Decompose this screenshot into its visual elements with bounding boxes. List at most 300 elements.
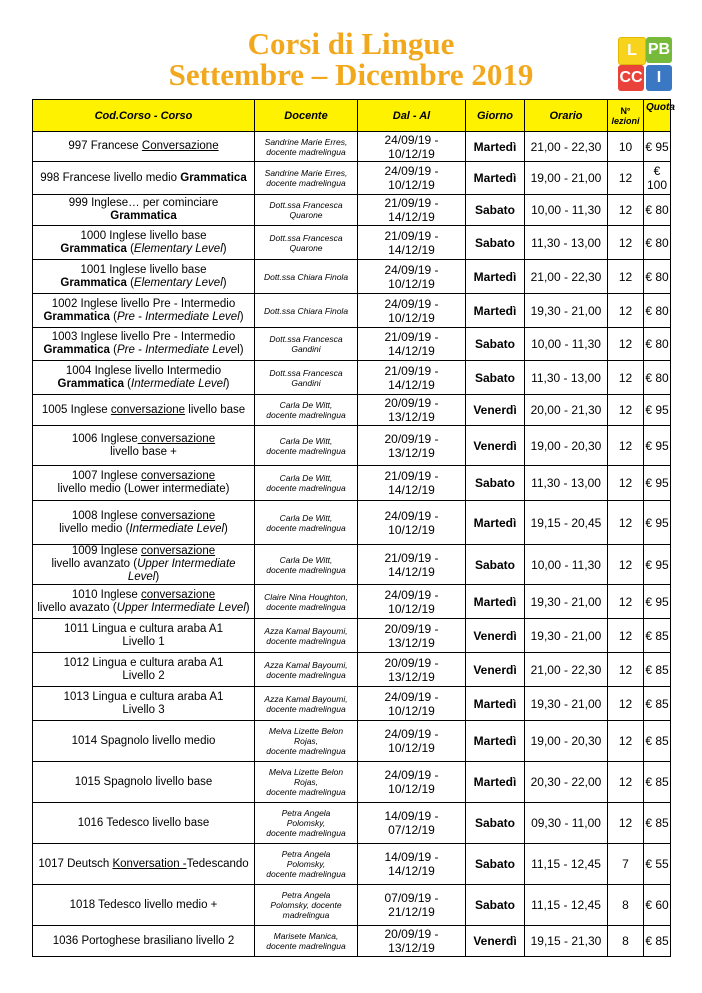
price-cell: € 100 [644, 162, 671, 195]
teacher-cell [255, 653, 358, 687]
teacher-text: docente madrelingua [266, 178, 346, 188]
table-row [33, 395, 671, 426]
course-text: Conversazione [141, 140, 219, 152]
teacher-text: Dott.ssa Francesca [269, 334, 343, 344]
dates-cell: 24/09/19 - 10/12/19 [358, 260, 466, 294]
dates-cell: 24/09/19 - 10/12/19 [358, 687, 466, 721]
table-row [33, 260, 671, 294]
table-row [33, 653, 671, 687]
table-row [33, 328, 671, 361]
lessons-cell: 12 [608, 585, 644, 619]
teacher-text: Dott.ssa Francesca [269, 200, 343, 210]
teacher-cell [255, 426, 358, 466]
price-cell: € 95 [644, 501, 671, 545]
teacher-cell [255, 687, 358, 721]
dates-cell: 24/09/19 - 10/12/19 [358, 501, 466, 545]
course-cell [33, 803, 255, 844]
course-text: 1005 Inglese [41, 403, 111, 416]
course-text: Konversation - [112, 857, 187, 870]
time-cell: 21,00 - 22,30 [525, 132, 608, 162]
lessons-cell: 12 [608, 501, 644, 545]
course-text: 1001 Inglese livello base [80, 263, 207, 276]
time-cell: 19,30 - 21,00 [525, 294, 608, 328]
lessons-cell: 12 [608, 762, 644, 803]
teacher-text: Azza Kamal Bayoumi, [264, 693, 348, 704]
time-cell: 11,15 - 12,45 [525, 844, 608, 885]
price-cell: € 85 [644, 721, 671, 762]
title-line-2: Settembre – Dicembre 2019 [168, 57, 534, 92]
course-text: Upper Intermediate Level [127, 558, 236, 583]
dates-cell: 20/09/19 - 13/12/19 [358, 619, 466, 653]
course-text: 1009 Inglese [71, 545, 141, 557]
teacher-text: Petra Angela [281, 890, 331, 900]
teacher-cell [255, 501, 358, 545]
table-row [33, 466, 671, 501]
course-text: Livello 2 [122, 669, 165, 682]
table-row [33, 294, 671, 328]
table-row [33, 762, 671, 803]
dates-cell: 21/09/19 - 14/12/19 [358, 195, 466, 226]
teacher-text: docente madrelingua [266, 146, 346, 157]
course-text: Intermediate Level [129, 522, 225, 535]
dates-cell: 20/09/19 - 13/12/19 [358, 426, 466, 466]
course-text: ( [109, 344, 117, 356]
teacher-cell [255, 132, 358, 162]
course-text: Pre - Intermediate Leve [116, 344, 238, 356]
dates-cell: 21/09/19 - 14/12/19 [358, 361, 466, 395]
course-text: ) [239, 310, 244, 323]
course-text: Grammatica [60, 276, 127, 289]
lessons-cell: 12 [608, 545, 644, 585]
course-cell [33, 762, 255, 803]
logo-i-tile: I [646, 65, 672, 91]
lessons-cell: 12 [608, 162, 644, 195]
dates-cell: 20/09/19 - 13/12/19 [358, 395, 466, 426]
price-cell: € 80 [644, 361, 671, 395]
day-cell: Martedì [466, 762, 525, 803]
teacher-cell [255, 395, 358, 426]
courses-table [32, 99, 675, 957]
lessons-cell: 8 [608, 885, 644, 926]
course-text: conversazione [110, 403, 186, 416]
course-text: 1007 Inglese [71, 470, 141, 482]
course-text: ( [123, 377, 132, 390]
price-cell: € 55 [644, 844, 671, 885]
course-text: Pre - Intermediate Level [116, 310, 240, 323]
day-cell: Martedì [466, 687, 525, 721]
course-text: ( [109, 310, 117, 323]
teacher-text: docente madrelingua [266, 564, 346, 575]
teacher-text: Carla De Witt, [279, 512, 333, 523]
course-text: 997 Francese [68, 140, 142, 152]
course-text: Intermediate Level [131, 377, 226, 390]
teacher-text: Sandrine Marie Erres, [264, 168, 348, 178]
time-cell: 11,30 - 13,00 [525, 361, 608, 395]
table-header-row [33, 100, 671, 132]
day-cell: Sabato [466, 226, 525, 260]
course-text: Tedescando [186, 857, 249, 870]
teacher-text: docente madrelingua [266, 828, 346, 838]
price-cell: € 85 [644, 803, 671, 844]
teacher-text: Melva Lizette Belon [268, 767, 344, 777]
teacher-text: Azza Kamal Bayoumi, [264, 625, 348, 636]
lessons-cell: 12 [608, 466, 644, 501]
teacher-cell [255, 721, 358, 762]
day-cell: Martedì [466, 132, 525, 162]
teacher-cell [255, 294, 358, 328]
teacher-text: Polomsky, [286, 818, 326, 828]
course-text: Grammatica [57, 377, 124, 390]
course-text: 1012 Lingua e cultura araba A1 [63, 656, 224, 669]
teacher-text: docente madrelingua [266, 445, 346, 456]
course-text: conversazione [140, 545, 216, 557]
course-text: 1000 Inglese livello base [80, 229, 207, 242]
teacher-cell [255, 226, 358, 260]
teacher-text: docente madrelingua [266, 746, 346, 756]
table-row [33, 585, 671, 619]
lessons-cell: 12 [608, 619, 644, 653]
time-cell: 21,00 - 22,30 [525, 260, 608, 294]
teacher-text: Polomsky, [286, 859, 326, 869]
teacher-text: Azza Kamal Bayoumi, [264, 659, 348, 670]
day-cell: Martedì [466, 162, 525, 195]
lessons-cell: 12 [608, 361, 644, 395]
lpbcci-logo [618, 37, 674, 93]
dates-cell: 24/09/19 - 10/12/19 [358, 585, 466, 619]
dates-cell: 21/09/19 - 14/12/19 [358, 545, 466, 585]
course-text: Elementary Level [133, 276, 223, 289]
course-cell [33, 687, 255, 721]
time-cell: 19,00 - 20,30 [525, 721, 608, 762]
course-text: 1017 Deutsch [38, 857, 113, 870]
teacher-cell [255, 466, 358, 501]
dates-cell: 24/09/19 - 10/12/19 [358, 762, 466, 803]
day-cell: Martedì [466, 585, 525, 619]
teacher-cell [255, 844, 358, 885]
teacher-text: docente madrelingua [266, 601, 346, 612]
teacher-text: Dott.ssa Chiara Finola [263, 305, 349, 316]
teacher-cell [255, 162, 358, 195]
course-text: l) [237, 344, 244, 356]
time-cell: 19,30 - 21,00 [525, 619, 608, 653]
course-text: Elementary Level [133, 242, 223, 255]
price-cell: € 85 [644, 926, 671, 957]
teacher-text: Carla De Witt, [279, 435, 333, 446]
lessons-cell: 12 [608, 721, 644, 762]
course-text: Livello 3 [122, 703, 165, 716]
dates-cell: 20/09/19 - 13/12/19 [358, 926, 466, 957]
table-row [33, 926, 671, 957]
teacher-text: docente madrelingua [266, 869, 346, 879]
day-cell: Martedì [466, 721, 525, 762]
teacher-text: docente madrelingua [266, 669, 346, 680]
price-cell: € 95 [644, 426, 671, 466]
day-cell: Venerdì [466, 653, 525, 687]
course-text: Grammatica [43, 310, 110, 323]
time-cell: 11,30 - 13,00 [525, 466, 608, 501]
course-text: 1011 Lingua e cultura araba A1 [64, 622, 223, 635]
course-text: livello avazato ( [37, 601, 117, 614]
time-cell: 10,00 - 11,30 [525, 328, 608, 361]
teacher-text: Carla De Witt, [279, 400, 333, 410]
table-body [33, 132, 671, 957]
logo-l-tile: L [618, 37, 646, 65]
course-text: 1018 Tedesco livello medio + [69, 898, 218, 911]
price-cell: € 85 [644, 687, 671, 721]
day-cell: Martedì [466, 294, 525, 328]
course-cell [33, 501, 255, 545]
course-text: ) [222, 242, 227, 255]
teacher-text: Dott.ssa Francesca [269, 367, 343, 378]
time-cell: 21,00 - 22,30 [525, 653, 608, 687]
day-cell: Sabato [466, 803, 525, 844]
table-row [33, 501, 671, 545]
price-cell: € 85 [644, 619, 671, 653]
lessons-cell: 8 [608, 926, 644, 957]
course-text: 1003 Inglese livello Pre - Intermedio [51, 331, 236, 343]
header-time: Orario [525, 100, 608, 132]
course-text: 1015 Spagnolo livello base [74, 775, 213, 788]
dates-cell: 21/09/19 - 14/12/19 [358, 226, 466, 260]
day-cell: Venerdì [466, 619, 525, 653]
dates-cell: 24/09/19 - 10/12/19 [358, 294, 466, 328]
page-title [0, 28, 702, 90]
day-cell: Sabato [466, 885, 525, 926]
teacher-cell [255, 328, 358, 361]
dates-cell: 21/09/19 - 14/12/19 [358, 466, 466, 501]
price-cell: € 80 [644, 195, 671, 226]
time-cell: 19,15 - 20,45 [525, 501, 608, 545]
course-cell [33, 545, 255, 585]
table-row [33, 226, 671, 260]
course-text: livello base + [110, 445, 177, 458]
course-text: ) [225, 377, 230, 390]
course-text: 1016 Tedesco livello base [77, 816, 210, 829]
course-cell [33, 721, 255, 762]
price-cell: € 60 [644, 885, 671, 926]
day-cell: Venerdì [466, 395, 525, 426]
course-text: ) [224, 522, 228, 535]
table-row [33, 619, 671, 653]
day-cell: Sabato [466, 844, 525, 885]
teacher-cell [255, 762, 358, 803]
teacher-text: Sandrine Marie Erres, [264, 136, 348, 147]
teacher-text: Dott.ssa Chiara Finola [263, 271, 349, 282]
teacher-text: docente madrelingua [266, 410, 346, 420]
price-cell: € 80 [644, 294, 671, 328]
day-cell: Martedì [466, 260, 525, 294]
lessons-cell: 12 [608, 395, 644, 426]
teacher-text: docente madrelingua [266, 635, 346, 646]
course-text: Livello 1 [122, 635, 165, 648]
course-text: ( [126, 242, 134, 255]
time-cell: 20,30 - 22,00 [525, 762, 608, 803]
teacher-cell [255, 195, 358, 226]
teacher-text: docente madrelingua [266, 522, 346, 533]
course-cell [33, 361, 255, 395]
course-text: Grammatica [43, 344, 110, 356]
course-text: conversazione [140, 470, 216, 482]
course-text: livello medio (Lower intermediate) [57, 483, 230, 495]
teacher-text: Petra Angela [281, 808, 331, 818]
header-price: Quota [644, 100, 671, 132]
table-row [33, 195, 671, 226]
price-cell: € 80 [644, 328, 671, 361]
course-text: ( [126, 276, 134, 289]
lessons-cell: 12 [608, 653, 644, 687]
teacher-text: Polomsky, docente [270, 900, 342, 910]
header-course: Cod.Corso - Corso [33, 100, 255, 132]
course-cell [33, 844, 255, 885]
teacher-text: docente madrelingua [266, 703, 346, 714]
teacher-cell [255, 545, 358, 585]
lessons-cell: 12 [608, 226, 644, 260]
price-cell: € 80 [644, 260, 671, 294]
course-text: livello medio ( [59, 522, 130, 535]
course-cell [33, 585, 255, 619]
header-lessons-line1: N° [620, 105, 631, 116]
dates-cell: 24/09/19 - 10/12/19 [358, 132, 466, 162]
course-text: 999 Inglese… per cominciare [68, 197, 219, 209]
dates-cell: 07/09/19 - 21/12/19 [358, 885, 466, 926]
lessons-cell: 12 [608, 328, 644, 361]
course-text: Grammatica [110, 210, 177, 222]
time-cell: 11,15 - 12,45 [525, 885, 608, 926]
course-cell [33, 226, 255, 260]
course-text: Grammatica [60, 242, 127, 255]
course-cell [33, 294, 255, 328]
price-cell: € 95 [644, 466, 671, 501]
time-cell: 19,30 - 21,00 [525, 585, 608, 619]
course-text: conversazione [137, 432, 216, 445]
course-text: 1008 Inglese [71, 509, 141, 522]
teacher-text: Petra Angela [281, 849, 331, 859]
teacher-text: Marisete Manica, [273, 931, 339, 941]
table-row [33, 361, 671, 395]
course-text: ) [245, 601, 250, 614]
header-day: Giorno [466, 100, 525, 132]
teacher-text: Quarone [289, 210, 323, 220]
lessons-cell: 12 [608, 426, 644, 466]
teacher-text: Rojas, [293, 777, 319, 787]
course-text: ) [155, 571, 160, 583]
day-cell: Venerdì [466, 926, 525, 957]
lessons-cell: 12 [608, 294, 644, 328]
teacher-text: Carla De Witt, [279, 554, 333, 565]
time-cell: 10,00 - 11,30 [525, 195, 608, 226]
course-text: livello avanzato ( [51, 558, 138, 570]
course-text: 1004 Inglese livello Intermedio [65, 364, 222, 377]
teacher-text: Dott.ssa Francesca [269, 232, 343, 243]
teacher-text: Carla De Witt, [279, 473, 333, 483]
course-cell [33, 653, 255, 687]
table-row [33, 426, 671, 466]
course-cell [33, 466, 255, 501]
course-cell [33, 328, 255, 361]
day-cell: Sabato [466, 466, 525, 501]
course-cell [33, 426, 255, 466]
header-teacher: Docente [255, 100, 358, 132]
price-cell: € 85 [644, 653, 671, 687]
course-text: ) [222, 276, 227, 289]
course-cell [33, 260, 255, 294]
lessons-cell: 7 [608, 844, 644, 885]
teacher-text: docente madrelingua [266, 483, 346, 493]
teacher-text: madrelingua [282, 910, 330, 920]
course-cell [33, 162, 255, 195]
day-cell: Venerdì [466, 426, 525, 466]
teacher-cell [255, 926, 358, 957]
teacher-cell [255, 585, 358, 619]
dates-cell: 14/09/19 - 07/12/19 [358, 803, 466, 844]
price-cell: € 95 [644, 132, 671, 162]
time-cell: 19,00 - 20,30 [525, 426, 608, 466]
logo-pb-tile: PB [646, 37, 672, 63]
lessons-cell: 12 [608, 260, 644, 294]
lessons-cell: 10 [608, 132, 644, 162]
teacher-text: docente madrelingua [266, 941, 346, 951]
title-line-1: Corsi di Lingue [247, 26, 455, 61]
time-cell: 19,15 - 21,30 [525, 926, 608, 957]
teacher-text: Quarone [289, 242, 323, 253]
teacher-cell [255, 803, 358, 844]
table-row [33, 803, 671, 844]
course-cell [33, 885, 255, 926]
course-cell [33, 619, 255, 653]
day-cell: Martedì [466, 501, 525, 545]
lessons-cell: 12 [608, 687, 644, 721]
dates-cell: 20/09/19 - 13/12/19 [358, 653, 466, 687]
course-text: livello base [185, 403, 246, 416]
course-cell [33, 395, 255, 426]
dates-cell: 24/09/19 - 10/12/19 [358, 162, 466, 195]
course-text: Grammatica [180, 171, 247, 184]
time-cell: 11,30 - 13,00 [525, 226, 608, 260]
table-row [33, 687, 671, 721]
teacher-cell [255, 361, 358, 395]
price-cell: € 85 [644, 762, 671, 803]
course-text: conversazione [140, 509, 216, 522]
course-text: 1010 Inglese [71, 588, 141, 601]
table-row [33, 721, 671, 762]
teacher-text: Gandini [291, 344, 321, 354]
teacher-cell [255, 260, 358, 294]
lessons-cell: 12 [608, 803, 644, 844]
course-cell [33, 195, 255, 226]
day-cell: Sabato [466, 328, 525, 361]
teacher-cell [255, 885, 358, 926]
course-text: 998 Francese livello medio [40, 171, 181, 184]
header-lessons-line2: lezioni [611, 115, 640, 126]
dates-cell: 21/09/19 - 14/12/19 [358, 328, 466, 361]
teacher-text: docente madrelingua [266, 787, 346, 797]
course-text: conversazione [140, 588, 216, 601]
header-dates: Dal - Al [358, 100, 466, 132]
dates-cell: 14/09/19 - 14/12/19 [358, 844, 466, 885]
lessons-cell: 12 [608, 195, 644, 226]
time-cell: 10,00 - 11,30 [525, 545, 608, 585]
time-cell: 09,30 - 11,00 [525, 803, 608, 844]
day-cell: Sabato [466, 361, 525, 395]
table-row [33, 162, 671, 195]
dates-cell: 24/09/19 - 10/12/19 [358, 721, 466, 762]
teacher-text: Melva Lizette Belon [268, 726, 344, 736]
table-row [33, 885, 671, 926]
teacher-text: Claire Nina Houghton, [264, 591, 348, 602]
course-text: 1014 Spagnolo livello medio [71, 734, 216, 747]
teacher-text: Gandini [291, 377, 321, 388]
teacher-text: Rojas, [293, 736, 319, 746]
